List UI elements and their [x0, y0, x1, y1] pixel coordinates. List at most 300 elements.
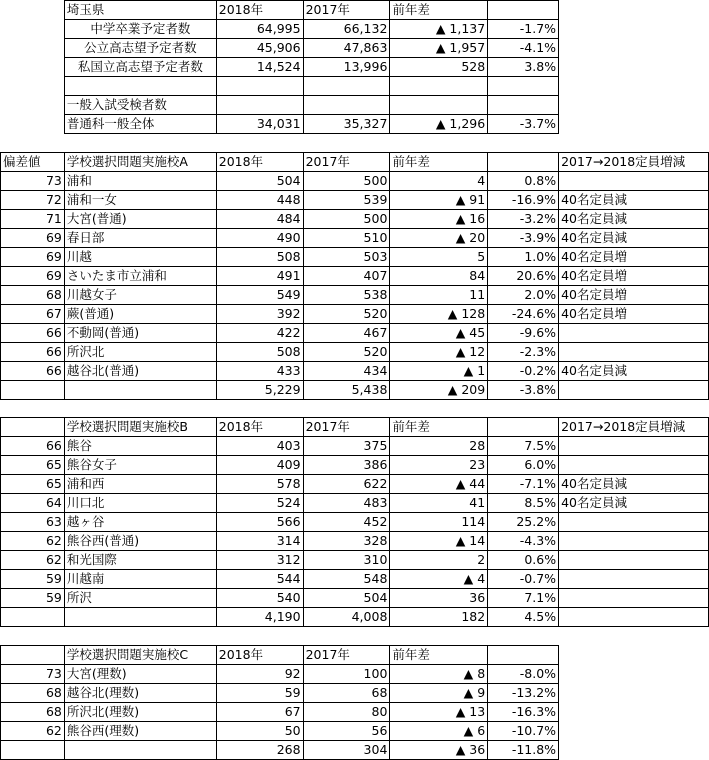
empty-cell[interactable] [559, 380, 709, 399]
total-2018[interactable]: 4,190 [216, 608, 303, 627]
empty-cell[interactable] [1, 741, 65, 760]
value-2018[interactable]: 540 [216, 589, 303, 608]
empty-cell[interactable] [1, 58, 65, 77]
deviation[interactable]: 73 [1, 171, 65, 190]
school-name[interactable]: 川越 [64, 247, 216, 266]
value-diff[interactable]: 5 [390, 247, 488, 266]
empty-cell[interactable] [1, 627, 65, 646]
value-2017[interactable]: 35,327 [303, 114, 390, 133]
school-name[interactable]: 越谷北(理数) [64, 684, 216, 703]
value-diff[interactable]: ▲ 4 [390, 570, 488, 589]
value-2017[interactable]: 375 [303, 437, 390, 456]
deviation[interactable]: 63 [1, 513, 65, 532]
total-2017[interactable]: 5,438 [303, 380, 390, 399]
empty-cell[interactable] [216, 627, 303, 646]
value-diff[interactable]: 28 [390, 437, 488, 456]
value-2018[interactable]: 422 [216, 323, 303, 342]
header-2017[interactable]: 2017年 [303, 418, 390, 437]
value-2017[interactable]: 452 [303, 513, 390, 532]
school-name[interactable]: 大宮(理数) [64, 665, 216, 684]
school-name[interactable]: 熊谷西(普通) [64, 532, 216, 551]
deviation[interactable]: 69 [1, 266, 65, 285]
total-2018[interactable]: 5,229 [216, 380, 303, 399]
deviation[interactable]: 66 [1, 361, 65, 380]
quota-change[interactable]: 40名定員増 [559, 247, 709, 266]
value-2017[interactable]: 467 [303, 323, 390, 342]
value-2018[interactable]: 578 [216, 475, 303, 494]
value-2017[interactable]: 503 [303, 247, 390, 266]
general-title-row [1, 95, 709, 114]
value-diff[interactable]: ▲ 1,957 [390, 39, 488, 58]
header-deviation[interactable]: 偏差値 [1, 152, 65, 171]
deviation[interactable]: 69 [1, 228, 65, 247]
value-2017[interactable]: 483 [303, 494, 390, 513]
empty-cell[interactable] [303, 133, 390, 152]
header-change[interactable]: 2017→2018定員増減 [559, 418, 709, 437]
school-name[interactable]: 熊谷西(理数) [64, 722, 216, 741]
value-2018[interactable]: 484 [216, 209, 303, 228]
total-2017[interactable]: 4,008 [303, 608, 390, 627]
value-2017[interactable]: 328 [303, 532, 390, 551]
empty-cell[interactable] [488, 1, 559, 20]
school-name[interactable]: さいたま市立浦和 [64, 266, 216, 285]
total-2017[interactable]: 304 [303, 741, 390, 760]
value-2017[interactable]: 539 [303, 190, 390, 209]
value-pct[interactable]: -3.9% [488, 228, 559, 247]
groupB-data-row [1, 589, 709, 608]
header-diff[interactable]: 前年差 [390, 1, 488, 20]
header-2017[interactable]: 2017年 [303, 1, 390, 20]
value-2018[interactable]: 448 [216, 190, 303, 209]
value-2017[interactable]: 310 [303, 551, 390, 570]
total-diff[interactable]: 182 [390, 608, 488, 627]
value-2017[interactable]: 500 [303, 171, 390, 190]
value-2017[interactable]: 66,132 [303, 20, 390, 39]
total-diff[interactable]: ▲ 36 [390, 741, 488, 760]
value-diff[interactable]: ▲ 12 [390, 342, 488, 361]
deviation[interactable]: 64 [1, 494, 65, 513]
value-pct[interactable]: -2.3% [488, 342, 559, 361]
school-name[interactable]: 浦和西 [64, 475, 216, 494]
empty-cell[interactable] [1, 114, 65, 133]
value-pct[interactable]: -4.1% [488, 39, 559, 58]
value-pct[interactable]: -16.3% [488, 703, 559, 722]
value-2017[interactable]: 504 [303, 589, 390, 608]
deviation[interactable]: 62 [1, 722, 65, 741]
value-2017[interactable]: 520 [303, 304, 390, 323]
value-pct[interactable]: 20.6% [488, 266, 559, 285]
empty-cell[interactable] [64, 741, 216, 760]
row-label[interactable]: 私国立高志望予定者数 [64, 58, 216, 77]
school-name[interactable]: 不動岡(普通) [64, 323, 216, 342]
quota-change[interactable]: 40名定員増 [559, 304, 709, 323]
groupC-data-row [1, 684, 709, 703]
school-name[interactable]: 熊谷 [64, 437, 216, 456]
total-2018[interactable]: 268 [216, 741, 303, 760]
header-2018[interactable]: 2018年 [216, 646, 303, 665]
value-2018[interactable]: 14,524 [216, 58, 303, 77]
value-2018[interactable]: 504 [216, 171, 303, 190]
empty-cell[interactable] [1, 418, 65, 437]
empty-cell[interactable] [488, 627, 559, 646]
value-diff[interactable]: ▲ 91 [390, 190, 488, 209]
empty-cell[interactable] [559, 114, 709, 133]
header-2018[interactable]: 2018年 [216, 1, 303, 20]
value-pct[interactable]: 0.8% [488, 171, 559, 190]
value-2017[interactable]: 80 [303, 703, 390, 722]
value-pct[interactable]: -7.1% [488, 475, 559, 494]
value-2018[interactable]: 314 [216, 532, 303, 551]
value-pct[interactable]: -13.2% [488, 684, 559, 703]
groupB-total-row [1, 608, 709, 627]
header-diff[interactable]: 前年差 [390, 418, 488, 437]
empty-cell[interactable] [559, 1, 709, 20]
value-pct[interactable]: 0.6% [488, 551, 559, 570]
value-diff[interactable]: 23 [390, 456, 488, 475]
value-2018[interactable]: 392 [216, 304, 303, 323]
value-2018[interactable]: 566 [216, 513, 303, 532]
empty-cell[interactable] [559, 684, 709, 703]
deviation[interactable]: 71 [1, 209, 65, 228]
value-2018[interactable]: 67 [216, 703, 303, 722]
groupA-data-row [1, 323, 709, 342]
empty-cell[interactable] [559, 95, 709, 114]
school-name[interactable]: 川口北 [64, 494, 216, 513]
header-change[interactable]: 2017→2018定員増減 [559, 152, 709, 171]
value-diff[interactable]: 528 [390, 58, 488, 77]
empty-cell[interactable] [559, 741, 709, 760]
value-2018[interactable]: 544 [216, 570, 303, 589]
value-pct[interactable]: 6.0% [488, 456, 559, 475]
groupC-data-row [1, 665, 709, 684]
value-2018[interactable]: 403 [216, 437, 303, 456]
value-2018[interactable]: 491 [216, 266, 303, 285]
value-2018[interactable]: 64,995 [216, 20, 303, 39]
quota-change[interactable]: 40名定員減 [559, 494, 709, 513]
value-2018[interactable]: 59 [216, 684, 303, 703]
value-pct[interactable]: 25.2% [488, 513, 559, 532]
school-name[interactable]: 川越南 [64, 570, 216, 589]
value-pct[interactable]: -3.2% [488, 209, 559, 228]
value-pct[interactable]: 1.0% [488, 247, 559, 266]
school-name[interactable]: 川越女子 [64, 285, 216, 304]
value-2018[interactable]: 409 [216, 456, 303, 475]
value-pct[interactable]: -0.7% [488, 570, 559, 589]
value-diff[interactable]: ▲ 1 [390, 361, 488, 380]
value-diff[interactable]: ▲ 45 [390, 323, 488, 342]
value-2017[interactable]: 407 [303, 266, 390, 285]
school-name[interactable]: 所沢 [64, 589, 216, 608]
deviation[interactable]: 67 [1, 304, 65, 323]
deviation[interactable]: 73 [1, 665, 65, 684]
empty-cell[interactable] [216, 77, 303, 96]
empty-cell[interactable] [1, 399, 65, 418]
quota-change[interactable] [559, 513, 709, 532]
total-diff[interactable]: ▲ 209 [390, 380, 488, 399]
value-2017[interactable]: 520 [303, 342, 390, 361]
empty-cell[interactable] [559, 608, 709, 627]
empty-cell[interactable] [216, 399, 303, 418]
value-pct[interactable]: -4.3% [488, 532, 559, 551]
school-name[interactable]: 熊谷女子 [64, 456, 216, 475]
header-school[interactable]: 学校選択問題実施校B [64, 418, 216, 437]
value-diff[interactable]: 11 [390, 285, 488, 304]
header-school[interactable]: 学校選択問題実施校C [64, 646, 216, 665]
value-diff[interactable]: ▲ 44 [390, 475, 488, 494]
empty-cell[interactable] [1, 133, 65, 152]
empty-cell[interactable] [390, 77, 488, 96]
empty-cell[interactable] [64, 133, 216, 152]
groupA-data-row [1, 361, 709, 380]
school-name[interactable]: 所沢北(理数) [64, 703, 216, 722]
empty-cell[interactable] [64, 380, 216, 399]
empty-cell[interactable] [390, 133, 488, 152]
value-pct[interactable]: -24.6% [488, 304, 559, 323]
value-2018[interactable]: 34,031 [216, 114, 303, 133]
quota-change[interactable] [559, 589, 709, 608]
deviation[interactable]: 65 [1, 475, 65, 494]
value-2018[interactable]: 549 [216, 285, 303, 304]
groupA-data-row [1, 209, 709, 228]
groupA-data-row [1, 171, 709, 190]
school-name[interactable]: 春日部 [64, 228, 216, 247]
total-pct[interactable]: -11.8% [488, 741, 559, 760]
quota-change[interactable] [559, 570, 709, 589]
value-diff[interactable]: 4 [390, 171, 488, 190]
deviation[interactable]: 62 [1, 551, 65, 570]
value-diff[interactable]: ▲ 13 [390, 703, 488, 722]
total-pct[interactable]: -3.8% [488, 380, 559, 399]
quota-change[interactable] [559, 437, 709, 456]
school-name[interactable]: 浦和一女 [64, 190, 216, 209]
empty-cell[interactable] [303, 627, 390, 646]
empty-cell[interactable] [488, 152, 559, 171]
value-2017[interactable]: 56 [303, 722, 390, 741]
empty-cell[interactable] [1, 20, 65, 39]
empty-cell[interactable] [303, 95, 390, 114]
school-name[interactable]: 越谷北(普通) [64, 361, 216, 380]
quota-change[interactable]: 40名定員減 [559, 475, 709, 494]
value-diff[interactable]: ▲ 6 [390, 722, 488, 741]
value-pct[interactable]: 7.5% [488, 437, 559, 456]
empty-cell[interactable] [559, 133, 709, 152]
empty-cell[interactable] [64, 627, 216, 646]
value-diff[interactable]: 114 [390, 513, 488, 532]
groupC-total-row [1, 741, 709, 760]
empty-cell[interactable] [559, 77, 709, 96]
empty-cell[interactable] [1, 1, 65, 20]
value-2018[interactable]: 433 [216, 361, 303, 380]
value-pct[interactable]: -9.6% [488, 323, 559, 342]
empty-cell[interactable] [559, 703, 709, 722]
empty-cell[interactable] [559, 58, 709, 77]
header-2017[interactable]: 2017年 [303, 646, 390, 665]
deviation[interactable]: 66 [1, 342, 65, 361]
groupB-data-row [1, 570, 709, 589]
value-2018[interactable]: 508 [216, 247, 303, 266]
value-diff[interactable]: ▲ 9 [390, 684, 488, 703]
value-2018[interactable]: 524 [216, 494, 303, 513]
quota-change[interactable] [559, 456, 709, 475]
school-name[interactable]: 越ヶ谷 [64, 513, 216, 532]
general-data-row [1, 114, 709, 133]
deviation[interactable]: 59 [1, 589, 65, 608]
empty-cell[interactable] [64, 608, 216, 627]
quota-change[interactable]: 40名定員減 [559, 361, 709, 380]
empty-cell[interactable] [64, 77, 216, 96]
empty-cell[interactable] [390, 399, 488, 418]
quota-change[interactable] [559, 551, 709, 570]
empty-cell[interactable] [488, 77, 559, 96]
value-2017[interactable]: 548 [303, 570, 390, 589]
value-2017[interactable]: 434 [303, 361, 390, 380]
value-pct[interactable]: 7.1% [488, 589, 559, 608]
value-pct[interactable]: -8.0% [488, 665, 559, 684]
value-2018[interactable]: 45,906 [216, 39, 303, 58]
empty-cell[interactable] [64, 399, 216, 418]
row-label[interactable]: 公立高志望予定者数 [64, 39, 216, 58]
header-diff[interactable]: 前年差 [390, 152, 488, 171]
value-pct[interactable]: -16.9% [488, 190, 559, 209]
empty-cell[interactable] [559, 399, 709, 418]
value-pct[interactable]: -10.7% [488, 722, 559, 741]
value-diff[interactable]: ▲ 1,137 [390, 20, 488, 39]
header-2018[interactable]: 2018年 [216, 152, 303, 171]
groupB-data-row [1, 475, 709, 494]
general-title[interactable]: 一般入試受検者数 [64, 95, 216, 114]
deviation[interactable]: 62 [1, 532, 65, 551]
quota-change[interactable]: 40名定員増 [559, 285, 709, 304]
value-pct[interactable]: -3.7% [488, 114, 559, 133]
value-2017[interactable]: 500 [303, 209, 390, 228]
value-pct[interactable]: 8.5% [488, 494, 559, 513]
school-name[interactable]: 所沢北 [64, 342, 216, 361]
school-name[interactable]: 浦和 [64, 171, 216, 190]
value-2017[interactable]: 68 [303, 684, 390, 703]
empty-cell[interactable] [1, 646, 65, 665]
value-2017[interactable]: 538 [303, 285, 390, 304]
value-2017[interactable]: 47,863 [303, 39, 390, 58]
spacer-row [1, 399, 709, 418]
deviation[interactable]: 72 [1, 190, 65, 209]
value-2017[interactable]: 100 [303, 665, 390, 684]
value-diff[interactable]: ▲ 20 [390, 228, 488, 247]
empty-cell[interactable] [303, 77, 390, 96]
value-2018[interactable]: 312 [216, 551, 303, 570]
quota-change[interactable] [559, 323, 709, 342]
deviation[interactable]: 68 [1, 684, 65, 703]
value-diff[interactable]: ▲ 1,296 [390, 114, 488, 133]
empty-cell[interactable] [1, 77, 65, 96]
empty-cell[interactable] [559, 722, 709, 741]
empty-cell[interactable] [390, 627, 488, 646]
empty-cell[interactable] [488, 399, 559, 418]
value-2017[interactable]: 386 [303, 456, 390, 475]
empty-cell[interactable] [1, 380, 65, 399]
empty-cell[interactable] [390, 95, 488, 114]
value-diff[interactable]: ▲ 14 [390, 532, 488, 551]
school-name[interactable]: 大宮(普通) [64, 209, 216, 228]
total-pct[interactable]: 4.5% [488, 608, 559, 627]
empty-cell[interactable] [1, 95, 65, 114]
value-diff[interactable]: 2 [390, 551, 488, 570]
value-pct[interactable]: -1.7% [488, 20, 559, 39]
empty-cell[interactable] [216, 133, 303, 152]
deviation[interactable]: 68 [1, 285, 65, 304]
value-2017[interactable]: 13,996 [303, 58, 390, 77]
groupA-data-row [1, 304, 709, 323]
value-2017[interactable]: 510 [303, 228, 390, 247]
groupB-data-row [1, 551, 709, 570]
value-2018[interactable]: 50 [216, 722, 303, 741]
quota-change[interactable] [559, 171, 709, 190]
deviation[interactable]: 69 [1, 247, 65, 266]
empty-cell[interactable] [488, 418, 559, 437]
top-data-row [1, 58, 709, 77]
empty-cell[interactable] [559, 20, 709, 39]
prefecture-label[interactable]: 埼玉県 [64, 1, 216, 20]
empty-cell[interactable] [559, 39, 709, 58]
empty-cell[interactable] [488, 133, 559, 152]
header-2018[interactable]: 2018年 [216, 418, 303, 437]
empty-cell[interactable] [1, 608, 65, 627]
quota-change[interactable]: 40名定員減 [559, 209, 709, 228]
empty-cell[interactable] [559, 627, 709, 646]
value-2017[interactable]: 622 [303, 475, 390, 494]
value-diff[interactable]: ▲ 128 [390, 304, 488, 323]
header-school[interactable]: 学校選択問題実施校A [64, 152, 216, 171]
header-diff[interactable]: 前年差 [390, 646, 488, 665]
value-2018[interactable]: 92 [216, 665, 303, 684]
value-diff[interactable]: 84 [390, 266, 488, 285]
empty-cell[interactable] [488, 95, 559, 114]
row-label[interactable]: 中学卒業予定者数 [64, 20, 216, 39]
value-diff[interactable]: ▲ 16 [390, 209, 488, 228]
deviation[interactable]: 65 [1, 456, 65, 475]
value-diff[interactable]: ▲ 8 [390, 665, 488, 684]
empty-cell[interactable] [1, 39, 65, 58]
quota-change[interactable]: 40名定員増 [559, 266, 709, 285]
value-pct[interactable]: -0.2% [488, 361, 559, 380]
deviation[interactable]: 68 [1, 703, 65, 722]
value-diff[interactable]: 41 [390, 494, 488, 513]
header-2017[interactable]: 2017年 [303, 152, 390, 171]
top-header-row [1, 1, 709, 20]
deviation[interactable]: 66 [1, 437, 65, 456]
value-pct[interactable]: 2.0% [488, 285, 559, 304]
quota-change[interactable] [559, 342, 709, 361]
value-2018[interactable]: 508 [216, 342, 303, 361]
school-name[interactable]: 蕨(普通) [64, 304, 216, 323]
empty-cell[interactable] [216, 95, 303, 114]
empty-cell[interactable] [559, 665, 709, 684]
value-2018[interactable]: 490 [216, 228, 303, 247]
school-name[interactable]: 和光国際 [64, 551, 216, 570]
general-label[interactable]: 普通科一般全体 [64, 114, 216, 133]
deviation[interactable]: 59 [1, 570, 65, 589]
quota-change[interactable]: 40名定員減 [559, 228, 709, 247]
empty-cell[interactable] [488, 646, 559, 665]
value-diff[interactable]: 36 [390, 589, 488, 608]
spacer-row [1, 133, 709, 152]
quota-change[interactable]: 40名定員減 [559, 190, 709, 209]
groupA-data-row [1, 228, 709, 247]
empty-cell[interactable] [559, 646, 709, 665]
value-pct[interactable]: 3.8% [488, 58, 559, 77]
deviation[interactable]: 66 [1, 323, 65, 342]
quota-change[interactable] [559, 532, 709, 551]
empty-cell[interactable] [303, 399, 390, 418]
